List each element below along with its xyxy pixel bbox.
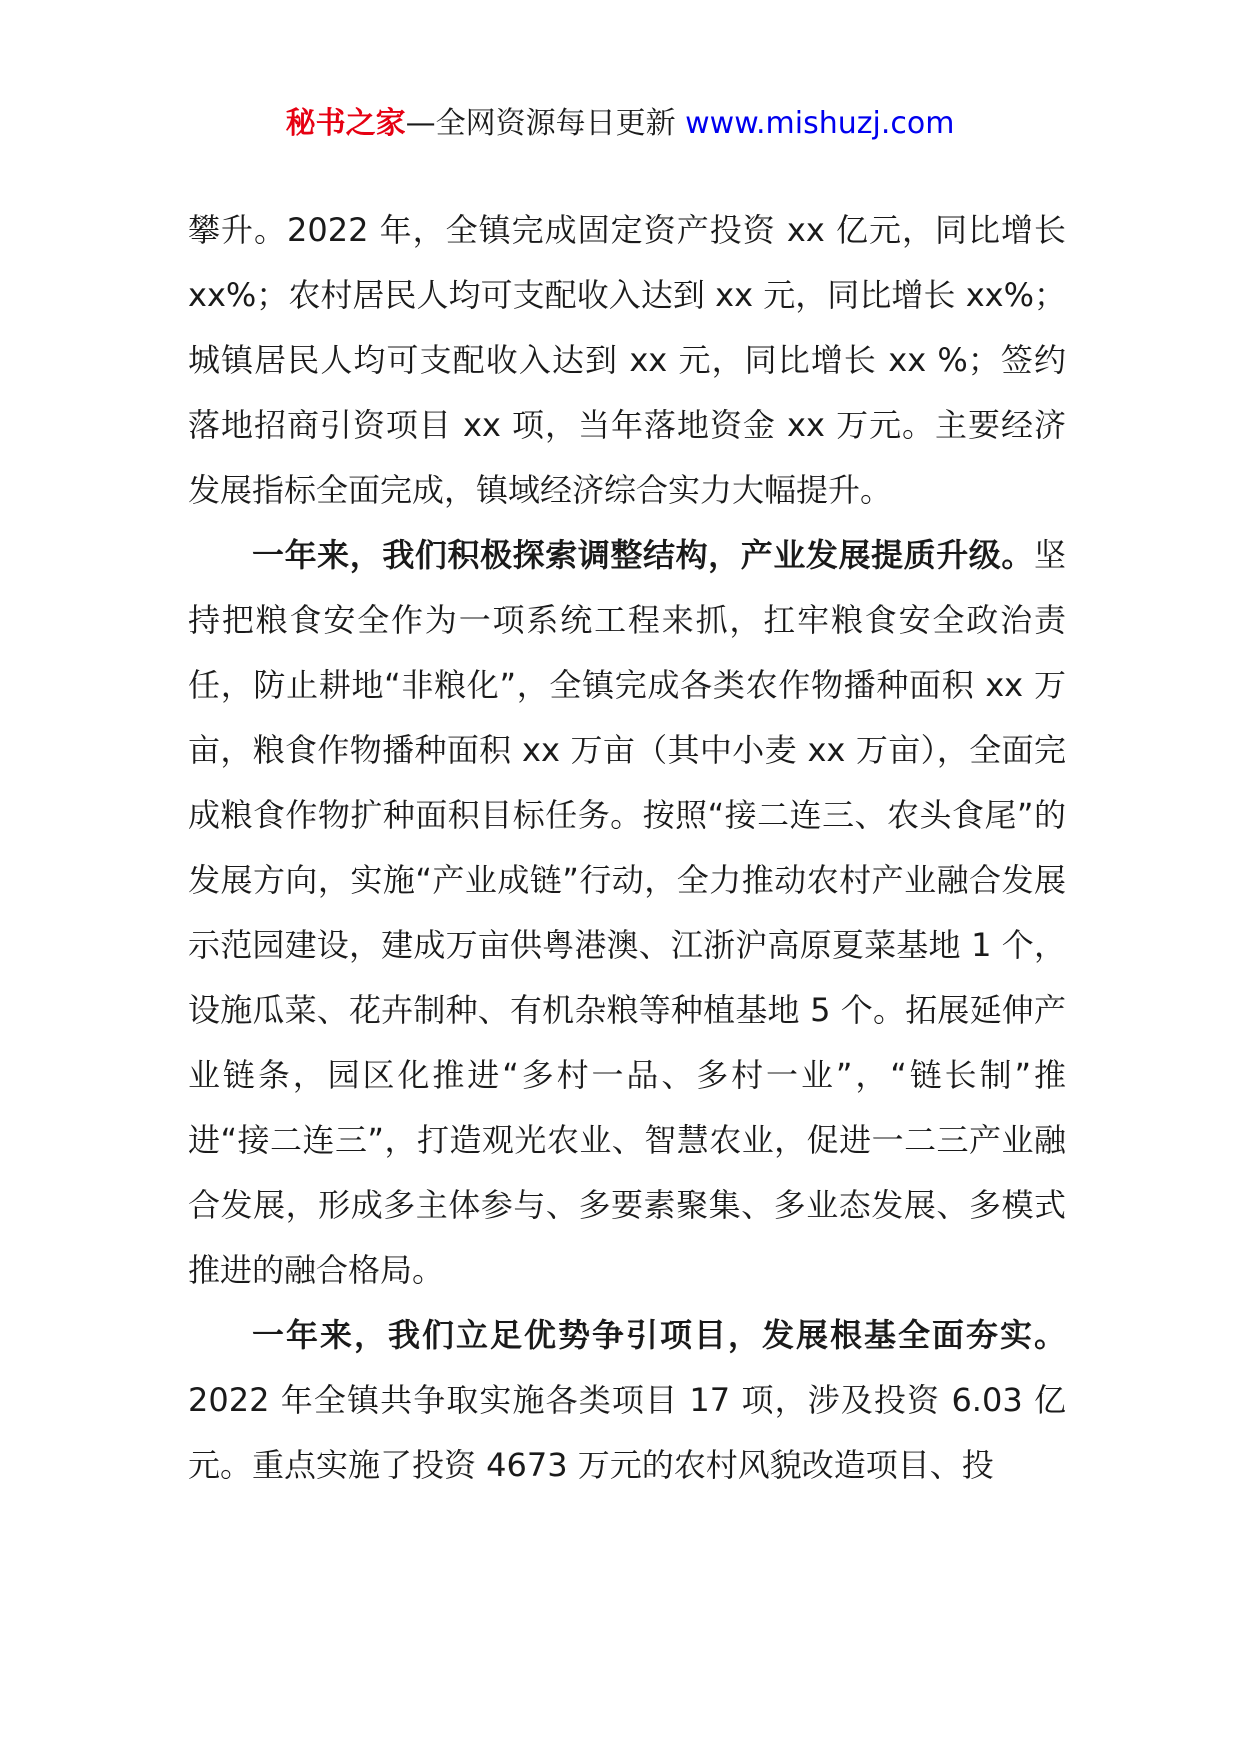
paragraph-projects	[188, 1303, 1066, 1498]
paragraph-industry	[188, 523, 1066, 1303]
paragraph-text: 攀升。2022 年，全镇完成固定资产投资 xx 亿元，同比增长 xx%；农村居民人均可支配收入达到 xx 元，同比增长 xx%；城镇居民人均可支配收入达到 xx 元，同比增长 xx %；签约落地招商引资项目 xx 项，当年落地资金 xx 万元。主要经济发展指标全面完成，镇域经济综合实力大幅提升。	[188, 211, 1066, 509]
paragraph-text: 2022 年全镇共争取实施各类项目 17 项，涉及投资 6.03 亿元。重点实施了投资 4673 万元的农村风貌改造项目、投	[188, 1381, 1066, 1484]
paragraph-lead-heading: 一年来，我们积极探索调整结构，产业发展提质升级。	[252, 536, 1034, 574]
site-tagline: —全网资源每日更新	[405, 106, 686, 141]
document-body	[188, 198, 1066, 1498]
paragraph-economy	[188, 198, 1066, 523]
site-header	[0, 100, 1240, 148]
site-brand: 秘书之家	[285, 106, 406, 141]
paragraph-text: 坚持把粮食安全作为一项系统工程来抓，扛牢粮食安全政治责任，防止耕地“非粮化”，全镇完成各类农作物播种面积 xx 万亩，粮食作物播种面积 xx 万亩（其中小麦 xx 万亩），全面完成粮食作物扩种面积目标任务。按照“接二连三、农头食尾”的发展方向，实施“产业成链”行动，全力推动农村产业融合发展示范园建设，建成万亩供粤港澳、江浙沪高原夏菜基地 1 个，设施瓜菜、花卉制种、有机杂粮等种植基地 5 个。拓展延伸产业链条，园区化推进“多村一品、多村一业”，“链长制”推进“接二连三”，打造观光农业、智慧农业，促进一二三产业融合发展，形成多主体参与、多要素聚集、多业态发展、多模式推进的融合格局。	[188, 536, 1066, 1289]
paragraph-lead-heading: 一年来，我们立足优势争引项目，发展根基全面夯实。	[252, 1316, 1066, 1354]
site-url-link[interactable]: www.mishuzj.com	[685, 106, 955, 141]
